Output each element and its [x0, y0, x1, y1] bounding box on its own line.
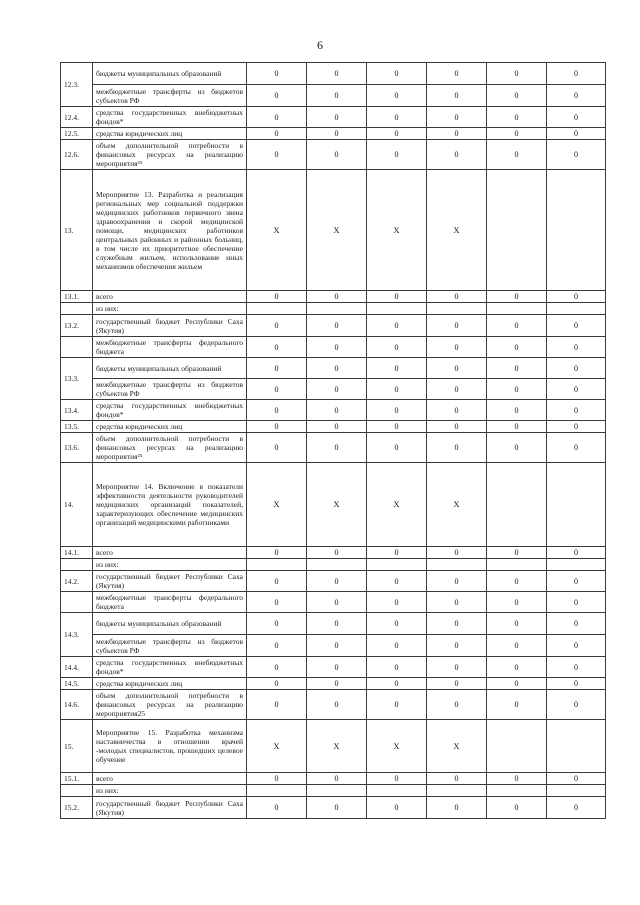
value-cell: 0: [427, 400, 487, 421]
value-cell: X: [307, 720, 367, 773]
value-cell: 0: [367, 379, 427, 400]
value-cell: 0: [547, 678, 606, 690]
value-cell: 0: [307, 421, 367, 433]
value-cell: 0: [547, 337, 606, 358]
table-row: [61, 379, 606, 400]
value-cell: 0: [367, 657, 427, 678]
table-row: [61, 63, 606, 85]
value-cell: 0: [367, 547, 427, 559]
row-number: 13.5.: [61, 421, 93, 433]
row-number-empty: [61, 785, 93, 797]
value-cell: [367, 785, 427, 797]
value-cell: 0: [247, 107, 307, 128]
value-cell: X: [247, 720, 307, 773]
row-number: 12.5.: [61, 128, 93, 140]
row-description: Мероприятие 13. Разработка и реализация региональных мер социальной поддержки медицинских работников первичного звена здравоохранения и скорой медицинской помощи, медицинских работников центральных районных и районных больниц, в том числе их приоритетное обеспечение служебным жильем, использование иных механизмов обеспечения жильем: [93, 170, 247, 291]
value-cell: 0: [247, 635, 307, 657]
row-number: 13.2.: [61, 315, 93, 337]
table-row: [61, 785, 606, 797]
row-description: из них:: [93, 785, 247, 797]
value-cell: 0: [547, 291, 606, 303]
value-cell: 0: [247, 547, 307, 559]
value-cell: 0: [307, 379, 367, 400]
value-cell: 0: [427, 85, 487, 107]
row-number: 12.6.: [61, 140, 93, 170]
value-cell: 0: [367, 291, 427, 303]
value-cell: [547, 170, 606, 291]
row-number: 14.3.: [61, 613, 93, 657]
row-description: бюджеты муниципальных образований: [93, 358, 247, 379]
row-description: межбюджетные трансферты федерального бюджета: [93, 592, 247, 613]
value-cell: 0: [487, 315, 547, 337]
value-cell: 0: [547, 421, 606, 433]
table-row: [61, 85, 606, 107]
value-cell: 0: [487, 797, 547, 819]
value-cell: 0: [427, 690, 487, 720]
value-cell: 0: [487, 657, 547, 678]
row-number: 12.4.: [61, 107, 93, 128]
value-cell: 0: [247, 797, 307, 819]
value-cell: [247, 785, 307, 797]
page-number: 6: [317, 38, 323, 52]
value-cell: 0: [307, 547, 367, 559]
value-cell: 0: [487, 85, 547, 107]
table-row: [61, 773, 606, 785]
value-cell: 0: [367, 773, 427, 785]
table-row: [61, 140, 606, 170]
value-cell: 0: [547, 797, 606, 819]
value-cell: 0: [247, 140, 307, 170]
row-description: средства юридических лиц: [93, 128, 247, 140]
value-cell: 0: [547, 63, 606, 85]
table-row: [61, 170, 606, 291]
value-cell: 0: [487, 571, 547, 592]
value-cell: 0: [247, 400, 307, 421]
row-description: из них:: [93, 559, 247, 571]
row-description: средства государственных внебюджетных фондов*: [93, 657, 247, 678]
value-cell: 0: [547, 433, 606, 463]
value-cell: 0: [367, 63, 427, 85]
value-cell: 0: [367, 107, 427, 128]
value-cell: 0: [247, 291, 307, 303]
row-number-empty: [61, 303, 93, 315]
value-cell: 0: [487, 433, 547, 463]
value-cell: 0: [427, 613, 487, 635]
row-description: бюджеты муниципальных образований: [93, 613, 247, 635]
value-cell: 0: [547, 85, 606, 107]
value-cell: 0: [487, 613, 547, 635]
row-description: Мероприятие 14. Включение в показатели эффективности деятельности руководителей медицинских организаций показателей, характеризующих обеспечение медицинских организаций медицинскими работниками: [93, 463, 247, 547]
value-cell: 0: [547, 571, 606, 592]
value-cell: 0: [307, 773, 367, 785]
row-number: 13.4.: [61, 400, 93, 421]
value-cell: X: [367, 463, 427, 547]
value-cell: 0: [487, 337, 547, 358]
row-number: 14.6.: [61, 690, 93, 720]
row-description: бюджеты муниципальных образований: [93, 63, 247, 85]
value-cell: 0: [547, 657, 606, 678]
value-cell: 0: [487, 421, 547, 433]
value-cell: 0: [487, 379, 547, 400]
value-cell: X: [367, 720, 427, 773]
value-cell: 0: [367, 400, 427, 421]
table-row: [61, 613, 606, 635]
row-number: 12.3.: [61, 63, 93, 107]
value-cell: [487, 303, 547, 315]
value-cell: [307, 785, 367, 797]
row-description: средства государственных внебюджетных фондов*: [93, 107, 247, 128]
value-cell: 0: [367, 337, 427, 358]
value-cell: 0: [307, 797, 367, 819]
value-cell: 0: [367, 128, 427, 140]
value-cell: [247, 559, 307, 571]
value-cell: 0: [367, 635, 427, 657]
value-cell: 0: [367, 592, 427, 613]
table-row: [61, 303, 606, 315]
row-number: 15.: [61, 720, 93, 773]
row-description: межбюджетные трансферты из бюджетов субъектов РФ: [93, 379, 247, 400]
value-cell: X: [307, 463, 367, 547]
value-cell: 0: [247, 315, 307, 337]
value-cell: 0: [367, 678, 427, 690]
table-row: [61, 463, 606, 547]
table-row: [61, 433, 606, 463]
value-cell: 0: [307, 635, 367, 657]
value-cell: 0: [487, 63, 547, 85]
table-body: [61, 63, 606, 819]
value-cell: 0: [427, 678, 487, 690]
row-description: межбюджетные трансферты федерального бюджета: [93, 337, 247, 358]
value-cell: 0: [427, 128, 487, 140]
value-cell: [427, 785, 487, 797]
value-cell: 0: [307, 128, 367, 140]
value-cell: 0: [427, 657, 487, 678]
value-cell: [307, 303, 367, 315]
value-cell: X: [427, 463, 487, 547]
value-cell: 0: [247, 690, 307, 720]
value-cell: [547, 785, 606, 797]
value-cell: 0: [547, 128, 606, 140]
value-cell: 0: [487, 400, 547, 421]
value-cell: 0: [367, 433, 427, 463]
value-cell: [487, 559, 547, 571]
value-cell: [547, 463, 606, 547]
value-cell: 0: [427, 291, 487, 303]
value-cell: 0: [247, 85, 307, 107]
value-cell: X: [427, 720, 487, 773]
value-cell: 0: [427, 592, 487, 613]
row-number: 14.2.: [61, 571, 93, 592]
row-description: объем дополнительной потребности в финансовых ресурсах на реализацию мероприятия²⁵: [93, 433, 247, 463]
row-number-empty: [61, 559, 93, 571]
value-cell: 0: [367, 140, 427, 170]
value-cell: [487, 785, 547, 797]
row-description: средства юридических лиц: [93, 421, 247, 433]
value-cell: 0: [307, 657, 367, 678]
value-cell: 0: [247, 571, 307, 592]
value-cell: 0: [307, 613, 367, 635]
value-cell: 0: [307, 358, 367, 379]
value-cell: 0: [487, 128, 547, 140]
value-cell: 0: [427, 140, 487, 170]
value-cell: 0: [487, 635, 547, 657]
row-description: государственный бюджет Республики Саха (Якутия): [93, 571, 247, 592]
value-cell: X: [427, 170, 487, 291]
value-cell: 0: [487, 358, 547, 379]
value-cell: 0: [247, 379, 307, 400]
value-cell: [427, 559, 487, 571]
row-number: 14.1.: [61, 547, 93, 559]
value-cell: 0: [367, 421, 427, 433]
value-cell: [307, 559, 367, 571]
row-number: 13.3.: [61, 358, 93, 400]
value-cell: [547, 559, 606, 571]
table-row: [61, 635, 606, 657]
value-cell: 0: [367, 797, 427, 819]
table-row: [61, 358, 606, 379]
value-cell: 0: [487, 140, 547, 170]
table-row: [61, 315, 606, 337]
value-cell: 0: [427, 315, 487, 337]
value-cell: 0: [367, 358, 427, 379]
value-cell: 0: [307, 433, 367, 463]
value-cell: 0: [247, 337, 307, 358]
value-cell: [367, 303, 427, 315]
value-cell: [427, 303, 487, 315]
value-cell: 0: [247, 773, 307, 785]
row-number: 13.6.: [61, 433, 93, 463]
value-cell: 0: [307, 85, 367, 107]
row-number: 14.: [61, 463, 93, 547]
value-cell: 0: [487, 291, 547, 303]
value-cell: [547, 720, 606, 773]
value-cell: [487, 720, 547, 773]
row-description: государственный бюджет Республики Саха (Якутия): [93, 797, 247, 819]
value-cell: 0: [307, 592, 367, 613]
row-description: средства государственных внебюджетных фондов*: [93, 400, 247, 421]
value-cell: 0: [247, 657, 307, 678]
row-description: межбюджетные трансферты из бюджетов субъектов РФ: [93, 635, 247, 657]
value-cell: [547, 303, 606, 315]
table-row: [61, 678, 606, 690]
value-cell: 0: [247, 63, 307, 85]
value-cell: [487, 463, 547, 547]
value-cell: 0: [307, 63, 367, 85]
row-number-empty: [61, 337, 93, 358]
value-cell: 0: [427, 433, 487, 463]
value-cell: 0: [547, 107, 606, 128]
value-cell: 0: [547, 635, 606, 657]
row-description: средства юридических лиц: [93, 678, 247, 690]
row-number: 14.5.: [61, 678, 93, 690]
table-row: [61, 797, 606, 819]
value-cell: 0: [487, 592, 547, 613]
table-row: [61, 559, 606, 571]
value-cell: 0: [547, 773, 606, 785]
value-cell: 0: [247, 358, 307, 379]
value-cell: 0: [247, 678, 307, 690]
value-cell: 0: [427, 773, 487, 785]
value-cell: 0: [547, 140, 606, 170]
value-cell: 0: [487, 547, 547, 559]
row-description: объем дополнительной потребности в финансовых ресурсах на реализацию мероприятия25: [93, 690, 247, 720]
value-cell: 0: [307, 400, 367, 421]
funding-table: [60, 62, 606, 819]
value-cell: 0: [487, 678, 547, 690]
row-number: 15.2.: [61, 797, 93, 819]
value-cell: X: [247, 170, 307, 291]
value-cell: 0: [547, 690, 606, 720]
value-cell: 0: [427, 571, 487, 592]
row-number: 15.1.: [61, 773, 93, 785]
table-row: [61, 107, 606, 128]
value-cell: 0: [547, 592, 606, 613]
value-cell: 0: [367, 571, 427, 592]
value-cell: 0: [547, 379, 606, 400]
value-cell: 0: [307, 140, 367, 170]
value-cell: X: [307, 170, 367, 291]
value-cell: 0: [487, 107, 547, 128]
value-cell: 0: [307, 678, 367, 690]
value-cell: [247, 303, 307, 315]
value-cell: 0: [547, 547, 606, 559]
value-cell: X: [247, 463, 307, 547]
table-row: [61, 421, 606, 433]
value-cell: 0: [427, 379, 487, 400]
value-cell: 0: [307, 291, 367, 303]
value-cell: X: [367, 170, 427, 291]
value-cell: [367, 559, 427, 571]
value-cell: 0: [487, 773, 547, 785]
row-number-empty: [61, 592, 93, 613]
row-description: всего: [93, 291, 247, 303]
value-cell: 0: [307, 315, 367, 337]
value-cell: 0: [487, 690, 547, 720]
value-cell: 0: [367, 690, 427, 720]
row-description: всего: [93, 547, 247, 559]
value-cell: 0: [307, 107, 367, 128]
value-cell: 0: [427, 797, 487, 819]
value-cell: 0: [247, 433, 307, 463]
value-cell: 0: [427, 635, 487, 657]
value-cell: 0: [427, 547, 487, 559]
value-cell: 0: [367, 85, 427, 107]
row-description: государственный бюджет Республики Саха (Якутия): [93, 315, 247, 337]
row-number: 13.1.: [61, 291, 93, 303]
row-description: всего: [93, 773, 247, 785]
table-row: [61, 720, 606, 773]
table-row: [61, 592, 606, 613]
value-cell: [487, 170, 547, 291]
table-row: [61, 337, 606, 358]
value-cell: 0: [547, 400, 606, 421]
value-cell: 0: [307, 690, 367, 720]
value-cell: 0: [427, 63, 487, 85]
value-cell: 0: [427, 421, 487, 433]
row-number: 14.4.: [61, 657, 93, 678]
value-cell: 0: [247, 128, 307, 140]
value-cell: 0: [307, 571, 367, 592]
row-description: межбюджетные трансферты из бюджетов субъектов РФ: [93, 85, 247, 107]
value-cell: 0: [367, 315, 427, 337]
table-row: [61, 400, 606, 421]
table-row: [61, 657, 606, 678]
value-cell: 0: [547, 358, 606, 379]
table-row: [61, 291, 606, 303]
value-cell: 0: [307, 337, 367, 358]
value-cell: 0: [247, 421, 307, 433]
row-description: Мероприятие 15. Разработка механизма наставничества в отношении врачей -молодых специалистов, прошедших целевое обучение: [93, 720, 247, 773]
value-cell: 0: [247, 592, 307, 613]
value-cell: 0: [547, 315, 606, 337]
value-cell: 0: [247, 613, 307, 635]
value-cell: 0: [427, 337, 487, 358]
value-cell: 0: [427, 358, 487, 379]
table-row: [61, 128, 606, 140]
row-number: 13.: [61, 170, 93, 291]
row-description: из них:: [93, 303, 247, 315]
value-cell: 0: [367, 613, 427, 635]
table-row: [61, 690, 606, 720]
table-row: [61, 547, 606, 559]
row-description: объем дополнительной потребности в финансовых ресурсах на реализацию мероприятия²⁵: [93, 140, 247, 170]
value-cell: 0: [427, 107, 487, 128]
table-row: [61, 571, 606, 592]
value-cell: 0: [547, 613, 606, 635]
